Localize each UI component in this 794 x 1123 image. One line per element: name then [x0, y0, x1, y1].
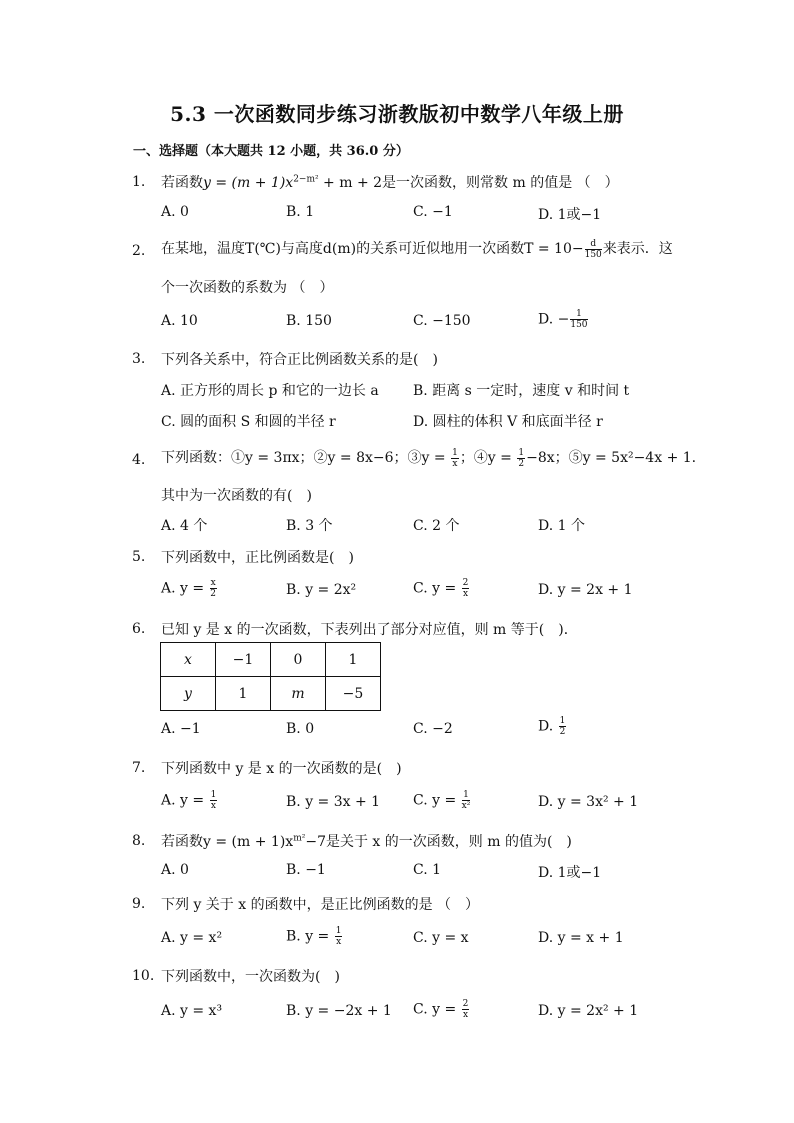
question-text: 下列 y 关于 x 的函数中，是正比例函数的是 （ ）: [161, 897, 480, 913]
table-cell: −1: [216, 643, 271, 677]
question-text-line2: 个一次函数的系数为 （ ）: [161, 280, 334, 296]
question-text: 下列函数中，正比例函数是( ): [161, 550, 354, 566]
option-d[interactable]: D. y = 2x + 1: [538, 582, 633, 598]
option-c[interactable]: C. 圆的面积 S 和圆的半径 r: [161, 414, 336, 430]
option-c[interactable]: C. −150: [413, 313, 471, 329]
option-a[interactable]: A. y = $\frac{x}{2}$: [161, 578, 216, 599]
question-number: 3.: [132, 351, 146, 367]
question-number: 7.: [132, 760, 146, 776]
option-a[interactable]: A. 0: [161, 862, 189, 878]
table-cell: 1: [216, 677, 271, 711]
option-c[interactable]: C. y = $\frac{2}{x}$: [413, 578, 469, 599]
question-number: 5.: [132, 549, 146, 565]
option-d[interactable]: D. y = 3x² + 1: [538, 794, 639, 810]
table-cell: 0: [271, 643, 326, 677]
question-text-line2: 其中为一次函数的有( ): [161, 488, 312, 504]
question-text: 下列函数中，一次函数为( ): [161, 969, 340, 985]
option-b[interactable]: B. y = −2x + 1: [286, 1003, 392, 1019]
option-d[interactable]: D. $\frac{1}{2}$: [538, 716, 566, 737]
option-a[interactable]: A. y = x²: [161, 930, 223, 946]
option-d[interactable]: D. 1 个: [538, 518, 585, 534]
question-number: 6.: [132, 621, 146, 637]
question-text: 已知 y 是 x 的一次函数，下表列出了部分对应值，则 m 等于( )．: [161, 622, 578, 638]
question-text-part: + m + 2是一次函数，则常数 m 的值是 （ ）: [318, 175, 619, 191]
option-b[interactable]: B. 3 个: [286, 518, 333, 534]
question-text: 下列函数：①y = 3πx；②y = 8x−6；③y = $\frac{1}{x}$ ；④y = $\frac{1}{2}$ −8x；⑤y = 5x²−4x + 1.: [161, 447, 697, 469]
question-text: [161, 238, 673, 260]
question-text: 下列各关系中，符合正比例函数关系的是( ): [161, 352, 438, 368]
option-c[interactable]: C. 2 个: [413, 518, 460, 534]
exponent: 2−m²: [293, 174, 319, 185]
option-d[interactable]: D. y = x + 1: [538, 930, 624, 946]
option-c[interactable]: C. −1: [413, 204, 453, 220]
question-text-part: 若函数: [161, 175, 203, 191]
option-d[interactable]: D. y = 2x² + 1: [538, 1003, 639, 1019]
option-c[interactable]: C. y = $\frac{2}{x}$: [413, 999, 469, 1020]
table-cell: −5: [326, 677, 381, 711]
table-row: [161, 643, 381, 677]
question-number: 8.: [132, 833, 146, 849]
option-a[interactable]: A. 10: [161, 313, 198, 329]
page-title: 5.3 一次函数同步练习浙教版初中数学八年级上册: [170, 102, 624, 126]
table-row: [161, 677, 381, 711]
question-number: 2.: [132, 243, 146, 259]
section-heading: 一、选择题（本大题共 12 小题，共 36.0 分）: [133, 144, 409, 159]
option-d[interactable]: D. − $\frac{1}{150}$: [538, 309, 588, 330]
option-c[interactable]: C. 1: [413, 862, 442, 878]
option-b[interactable]: B. 0: [286, 721, 315, 737]
option-b[interactable]: B. 1: [286, 204, 315, 220]
question-number: 1.: [132, 174, 146, 190]
question-text: 下列函数中 y 是 x 的一次函数的是( ): [161, 761, 402, 777]
option-b[interactable]: B. y = 3x + 1: [286, 794, 381, 810]
option-c[interactable]: C. y = x: [413, 930, 469, 946]
question-number: 10.: [132, 968, 155, 984]
table-cell: x: [161, 643, 216, 677]
question-text-part: 在某地，温度T(℃)与高度d(m)的关系可近似地用一次函数T = 10−: [161, 241, 584, 257]
option-b[interactable]: B. y = $\frac{1}{x}$: [286, 926, 342, 947]
option-a[interactable]: A. −1: [161, 721, 201, 737]
question-number: 4.: [132, 452, 146, 468]
option-c[interactable]: C. −2: [413, 721, 453, 737]
option-b[interactable]: B. −1: [286, 862, 326, 878]
option-b[interactable]: B. 150: [286, 313, 332, 329]
option-a[interactable]: A. 4 个: [161, 518, 208, 534]
option-d[interactable]: D. 1或−1: [538, 207, 602, 223]
value-table: [160, 642, 381, 711]
question-number: 9.: [132, 896, 146, 912]
option-d[interactable]: D. 1或−1: [538, 865, 602, 881]
option-b[interactable]: B. y = 2x²: [286, 582, 357, 598]
table-cell: y: [161, 677, 216, 711]
question-text: [161, 172, 619, 192]
option-a[interactable]: A. y = x³: [161, 1003, 223, 1019]
option-b[interactable]: B. 距离 s 一定时，速度 v 和时间 t: [413, 383, 630, 399]
option-d[interactable]: D. 圆柱的体积 V 和底面半径 r: [413, 414, 603, 430]
question-text: 若函数$y = (m + 1)x^{m^2}-7$是关于 x 的一次函数，则 m 的值为( ): [161, 833, 572, 850]
fraction: $\frac{d}{150}$: [584, 238, 602, 260]
question-text-part: 来表示．这: [602, 241, 673, 257]
option-c[interactable]: C. y = $\frac{1}{\text{x²}}$: [413, 790, 471, 811]
option-a[interactable]: A. y = $\frac{1}{x}$: [161, 790, 217, 811]
formula: y = (m + 1)x: [203, 175, 294, 191]
option-a[interactable]: A. 0: [161, 204, 189, 220]
option-a[interactable]: A. 正方形的周长 p 和它的一边长 a: [161, 383, 379, 399]
table-cell: m: [271, 677, 326, 711]
table-cell: 1: [326, 643, 381, 677]
